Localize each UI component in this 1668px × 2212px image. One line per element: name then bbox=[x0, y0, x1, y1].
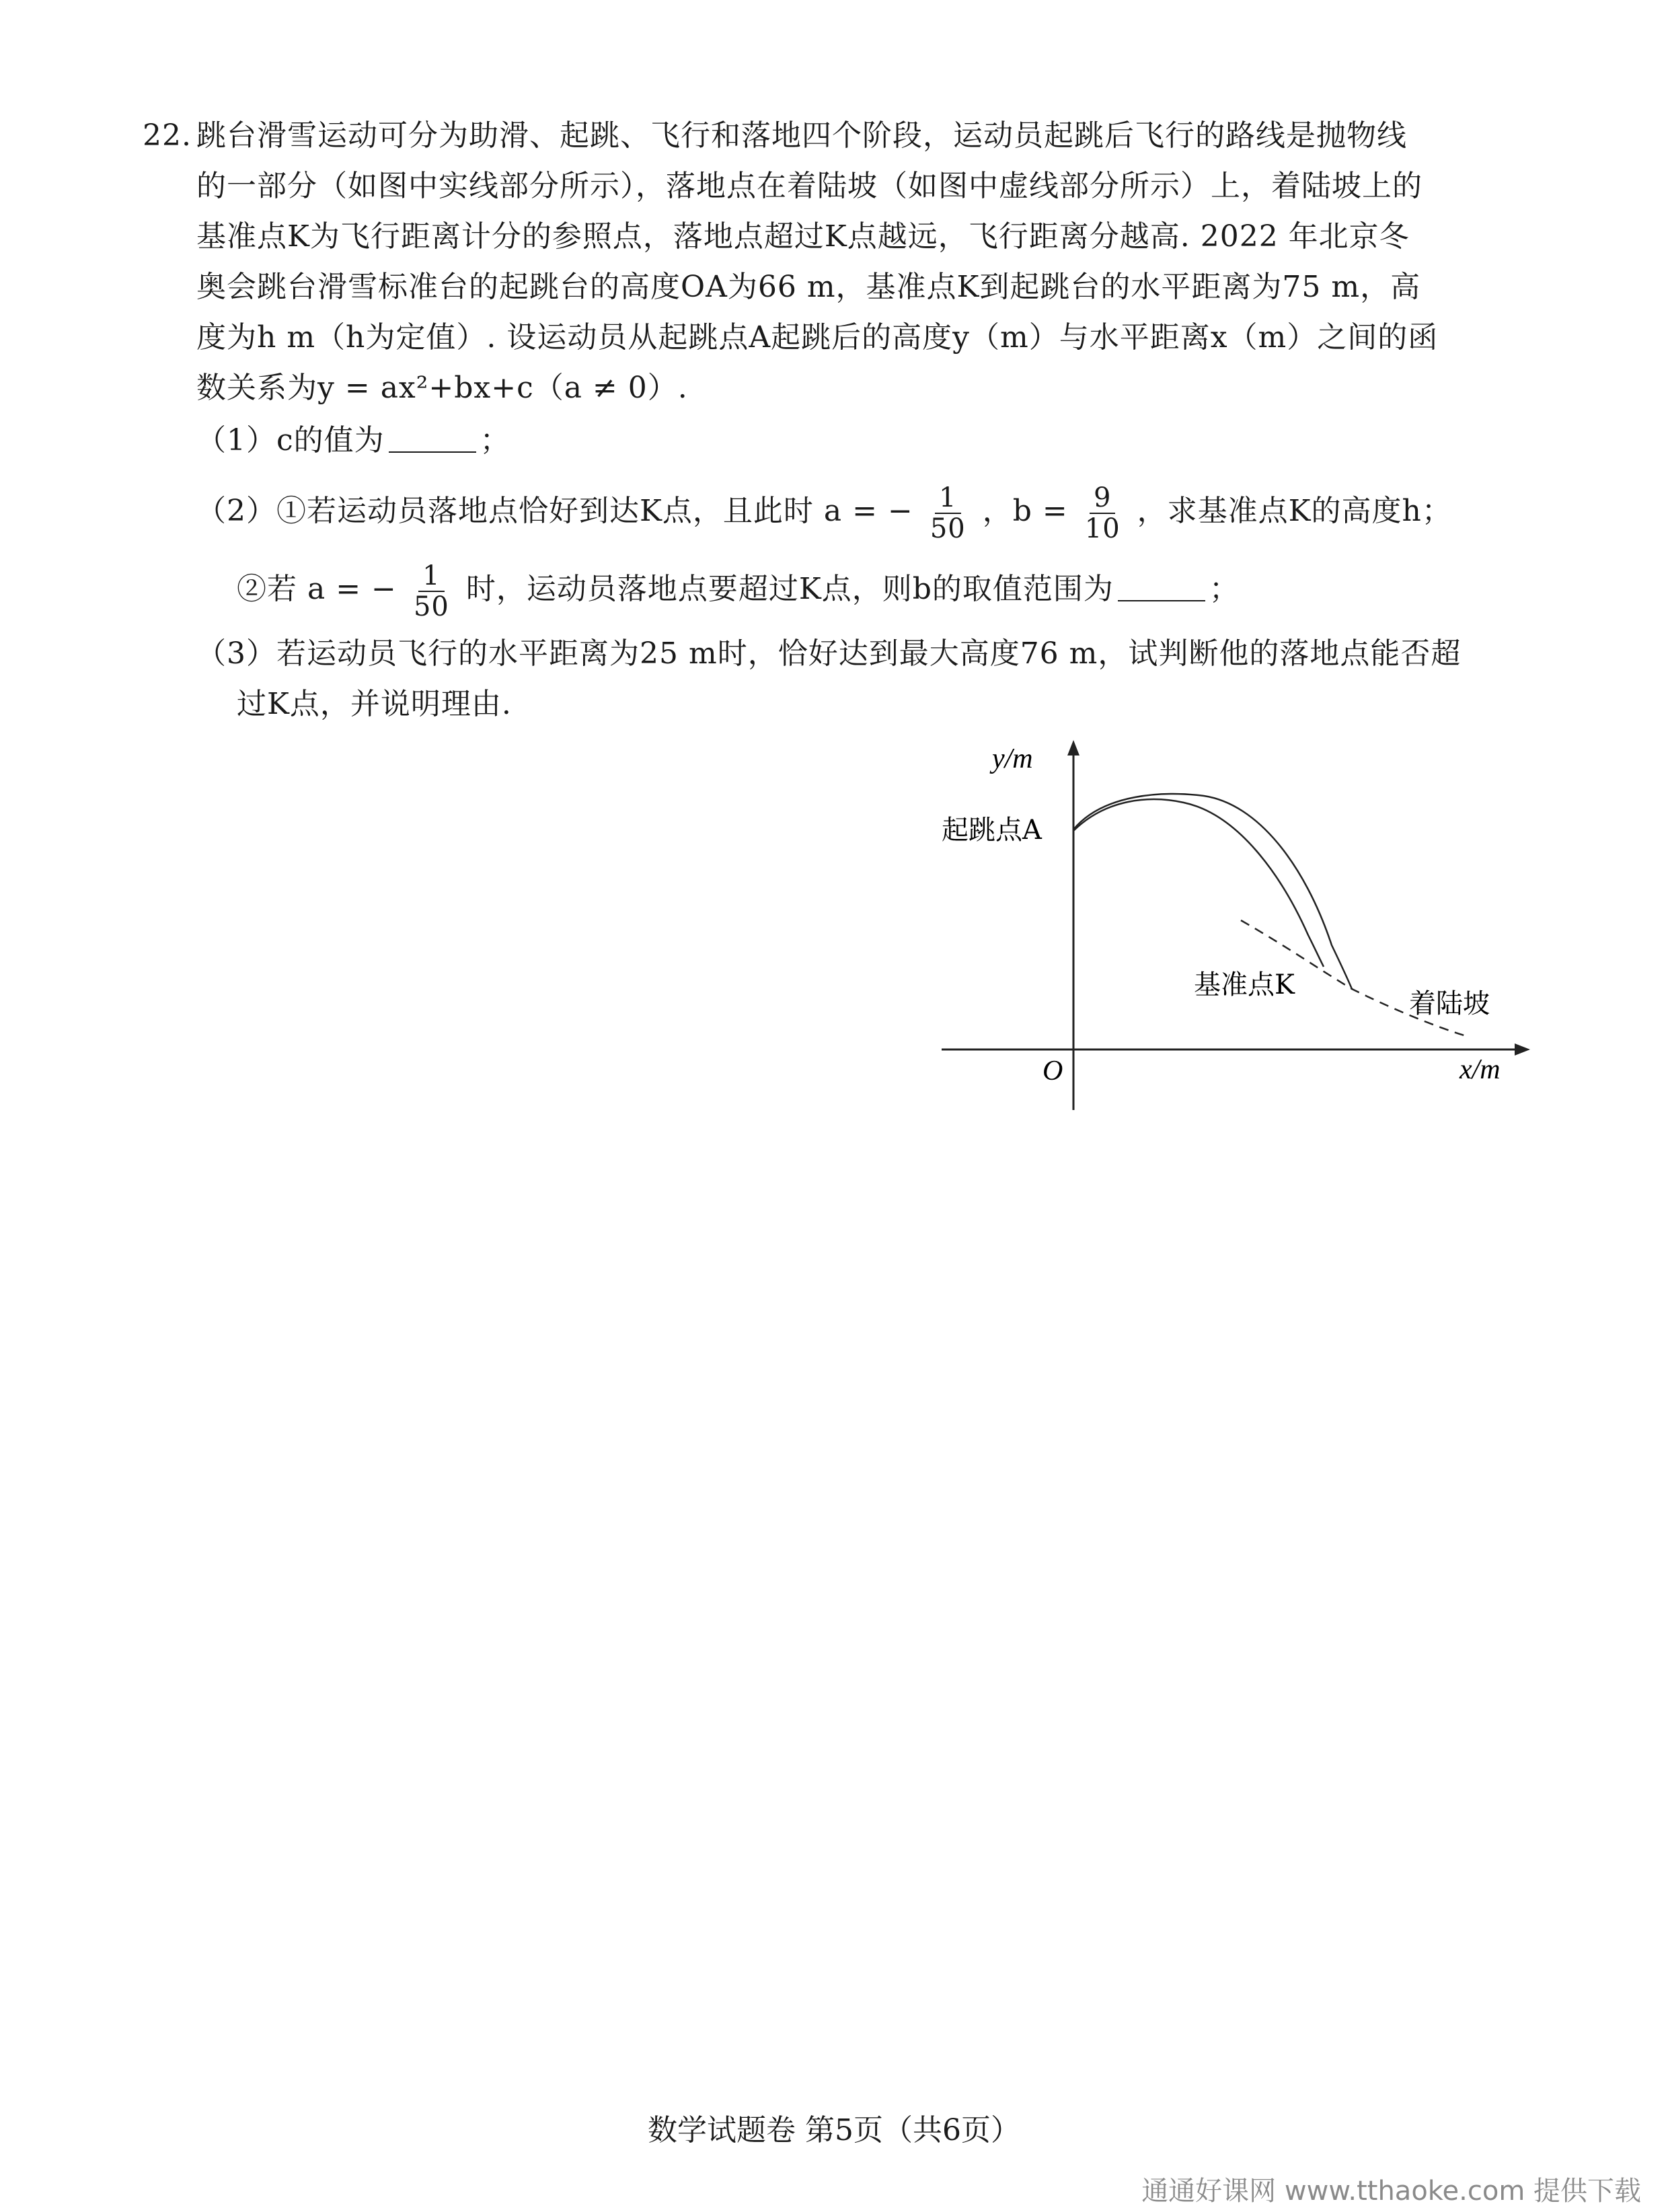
question-number: 22. bbox=[143, 118, 192, 153]
trajectory-outer bbox=[1073, 794, 1352, 989]
b-label: ，b = bbox=[982, 494, 1068, 528]
stem-line-4: 奥会跳台滑雪标准台的起跳台的高度OA为66 m，基准点K到起跳台的水平距离为75 m，高 bbox=[196, 270, 1421, 304]
trajectory-inner bbox=[1073, 799, 1324, 967]
part-2-1-prefix: （2）①若运动员落地点恰好到达K点，且此时 bbox=[196, 494, 814, 528]
part-2-1-suffix: ，求基准点K的高度h； bbox=[1137, 494, 1452, 528]
fraction-a2 bbox=[410, 561, 453, 622]
part-2-2-prefix: ②若 a = − bbox=[237, 572, 397, 606]
fraction-a2-den: 50 bbox=[413, 591, 449, 622]
stem-line-3: 基准点K为飞行距离计分的参照点，落地点超过K点越远，飞行距离分越高. 2022 年北京冬 bbox=[196, 219, 1410, 254]
stem-line-1: 跳台滑雪运动可分为助滑、起跳、飞行和落地四个阶段，运动员起跳后飞行的路线是抛物线 bbox=[196, 118, 1407, 153]
fraction-a-den: 50 bbox=[930, 513, 966, 544]
fraction-a bbox=[926, 483, 970, 544]
answer-blank-2[interactable] bbox=[1118, 573, 1205, 601]
point-a-label: 起跳点A bbox=[942, 815, 1042, 846]
y-axis-label: y/m bbox=[992, 743, 1033, 774]
part-2-2 bbox=[237, 556, 1240, 623]
watermark: 通通好课网 www.tthaoke.com 提供下载 bbox=[1141, 2176, 1641, 2207]
stem-line-5: 度为h m（h为定值）. 设运动员从起跳点A起跳后的高度y（m）与水平距离x（m）之间的函 bbox=[196, 320, 1439, 355]
stem-line-2: 的一部分（如图中实线部分所示），落地点在着陆坡（如图中虚线部分所示）上，着陆坡上的 bbox=[196, 169, 1423, 203]
part-1-text: c的值为 bbox=[276, 423, 385, 457]
part-3-line-1: （3）若运动员飞行的水平距离为25 m时，恰好达到最大高度76 m，试判断他的落地点能否超 bbox=[196, 636, 1462, 671]
ski-jump-figure bbox=[942, 730, 1547, 1113]
y-axis-arrow bbox=[1067, 740, 1079, 755]
origin-label: O bbox=[1042, 1056, 1063, 1086]
fraction-a-num: 1 bbox=[935, 483, 960, 514]
point-k-label: 基准点K bbox=[1194, 969, 1295, 1000]
part-3-line-2: 过K点，并说明理由. bbox=[237, 687, 512, 721]
a-label: a = − bbox=[823, 494, 913, 528]
x-axis-label: x/m bbox=[1460, 1054, 1501, 1085]
part-2-2-text: 时，运动员落地点要超过K点，则b的取值范围为 bbox=[465, 572, 1114, 606]
part-1 bbox=[196, 420, 510, 461]
fraction-b-num: 9 bbox=[1090, 483, 1115, 514]
part-2-1 bbox=[196, 478, 1452, 545]
part-1-prefix: （1） bbox=[196, 423, 276, 457]
answer-blank-1[interactable] bbox=[389, 425, 476, 453]
x-axis-arrow bbox=[1515, 1043, 1530, 1056]
fraction-b-den: 10 bbox=[1084, 513, 1121, 544]
fraction-a2-num: 1 bbox=[418, 561, 444, 592]
stem-line-6: 数关系为y = ax²+bx+c（a ≠ 0）. bbox=[196, 371, 688, 405]
fraction-b bbox=[1081, 483, 1125, 544]
page-footer: 数学试题卷 第5页（共6页） bbox=[648, 2113, 1020, 2147]
part-1-suffix: ； bbox=[480, 423, 510, 457]
landing-slope-label: 着陆坡 bbox=[1409, 988, 1490, 1019]
part-2-2-suffix: ； bbox=[1209, 572, 1240, 606]
